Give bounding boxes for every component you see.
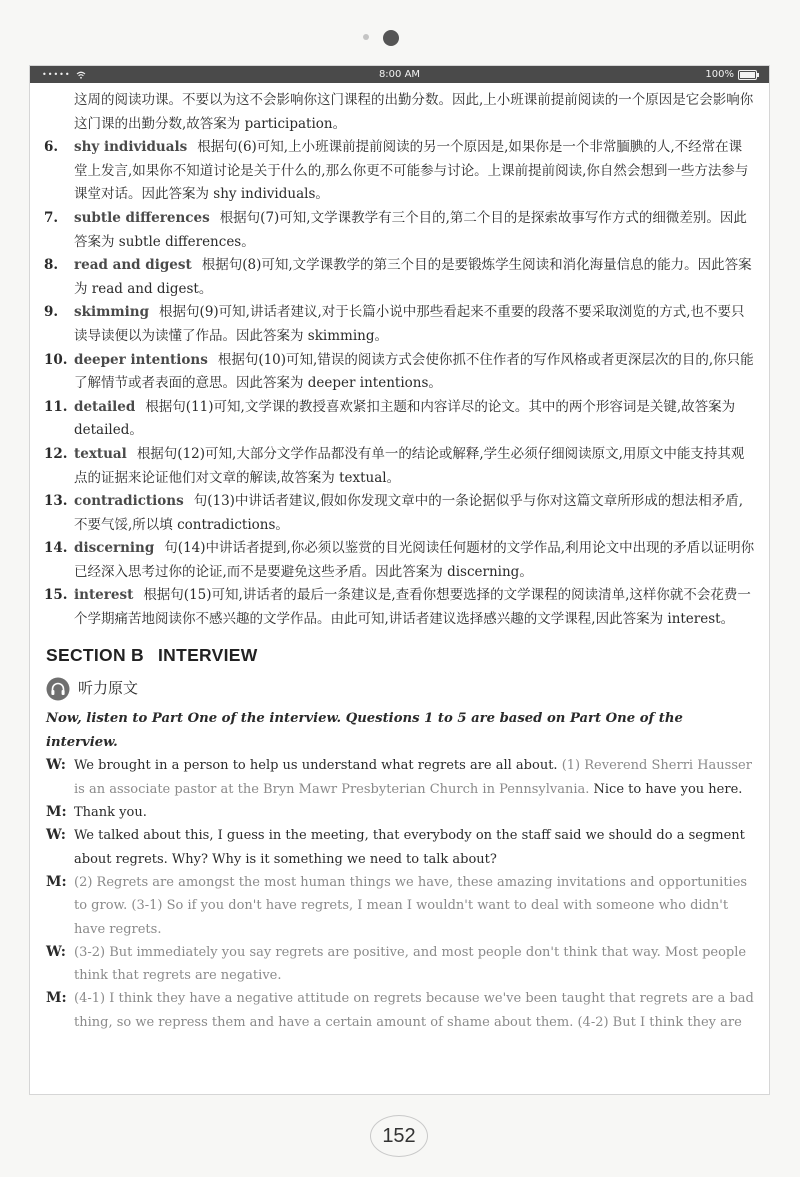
answer-item — [44, 443, 755, 490]
answer-keyword: detailed — [74, 398, 136, 415]
dialogue-turn — [44, 754, 755, 801]
speaker-label: M: — [46, 873, 67, 890]
dialogue-text: Thank you. — [74, 805, 147, 821]
answer-item — [44, 537, 755, 584]
wifi-icon — [76, 71, 86, 79]
answer-number: 8. — [44, 257, 59, 274]
numbered-sentence: (2) Regrets are amongst the most human things we have, these amazing invitations and opportunities to grow. (3-1) So if you don't have regrets, I mean I wouldn't want to deal with someone who didn't have regrets. — [74, 874, 748, 937]
answer-explanation: 根据句(8)可知,文学课教学的第三个目的是要锻炼学生阅读和消化海量信息的能力。因此答案为 read and digest。 — [74, 257, 752, 297]
dialogue-turn — [44, 824, 755, 871]
status-right — [705, 69, 757, 80]
answer-number: 12. — [44, 445, 68, 462]
answer-explanation: 根据句(10)可知,错误的阅读方式会使你抓不住作者的写作风格或者更深层次的目的,你只能了解情节或者表面的意思。因此答案为 deeper intentions。 — [74, 351, 754, 392]
status-time: 8:00 AM — [378, 69, 421, 80]
dialogue-text: Nice to have you here. — [589, 781, 743, 797]
answer-keyword: shy individuals — [74, 139, 188, 156]
section-label: SECTION B — [46, 644, 144, 665]
answer-keyword: subtle differences — [74, 209, 210, 226]
transcript-header — [46, 677, 755, 701]
answer-explanation: 根据句(6)可知,上小班课前提前阅读的另一个原因是,如果你是一个非常腼腆的人,不经常在课堂上发言,如果你不知道讨论是关于什么的,那么你更不可能参与讨论。上课前提前阅读,你自然会想到一些方法参与课堂对话。因此答案为 shy individuals。 — [74, 139, 749, 203]
speaker-label: W: — [46, 827, 66, 844]
answer-number: 6. — [44, 139, 59, 156]
answer-number: 11. — [44, 398, 68, 415]
dialogue-turn — [44, 871, 755, 941]
numbered-sentence: (4-1) I think they have a negative attitude on regrets because we've been taught that regrets are a bad thing, so we repress them and have a certain amount of shame about them. (4-2) But I think they are — [74, 991, 754, 1030]
answer-number: 15. — [44, 587, 68, 604]
dialogue — [44, 754, 755, 1034]
answer-number: 10. — [44, 351, 68, 368]
answer-explanation: 句(13)中讲话者建议,假如你发现文章中的一条论据似乎与你对这篇文章所形成的想法相矛盾,不要气馁,所以填 contradictions。 — [74, 493, 744, 533]
tablet-screen — [29, 65, 770, 1095]
dialogue-text: We talked about this, I guess in the meeting, that everybody on the staff said we should do a segment about regrets. Why? Why is it something we need to talk about? — [74, 828, 745, 867]
battery-percent: 100% — [705, 69, 734, 80]
answer-item — [44, 349, 755, 396]
answer-keyword: skimming — [74, 304, 150, 321]
section-title: INTERVIEW — [157, 644, 258, 665]
answer-keyword: read and digest — [74, 257, 192, 274]
answer-keyword: discerning — [74, 540, 155, 557]
status-bar — [30, 66, 769, 83]
speaker-label: W: — [46, 757, 66, 774]
dialogue-turn — [44, 801, 755, 824]
page-number: 152 — [370, 1115, 428, 1157]
page-content — [30, 83, 769, 1034]
numbered-sentence: (1) Reverend Sherri Hausser is an associate pastor at the Bryn Mawr Presbyterian Church in Pennsylvania. — [74, 758, 752, 797]
answer-keyword: interest — [74, 587, 134, 604]
answer-explanation: 根据句(9)可知,讲话者建议,对于长篇小说中那些看起来不重要的段落不要采取浏览的方式,也不要只读导读便以为读懂了作品。因此答案为 skimming。 — [74, 304, 745, 344]
answer-item — [44, 584, 755, 631]
answer-item — [44, 490, 755, 537]
transcript-instruction: Now, listen to Part One of the interview. Questions 1 to 5 are based on Part One of the interview. — [46, 711, 683, 750]
transcript-title: 听力原文 — [78, 679, 139, 698]
answer-number: 13. — [44, 493, 68, 510]
numbered-sentence: (3-2) But immediately you say regrets are positive, and most people don't think that way. Most people think that regrets are negative. — [74, 944, 747, 984]
dialogue-turn — [44, 941, 755, 988]
answer-keyword: textual — [74, 445, 127, 462]
answer-item — [44, 207, 755, 254]
battery-icon — [738, 70, 757, 80]
answer-number: 7. — [44, 209, 59, 226]
signal-strength-icon: ••••• — [42, 70, 71, 79]
answer-explanation: 根据句(15)可知,讲话者的最后一条建议是,查看你想要选择的文学课程的阅读清单,这样你就不会花费一个学期痛苦地阅读你不感兴趣的文学作品。由此可知,讲话者建议选择感兴趣的文学课程,因此答案为 interest。 — [74, 587, 751, 628]
answer-item — [44, 254, 755, 301]
headphones-icon — [46, 677, 70, 701]
front-camera-dot — [363, 34, 369, 40]
speaker-label: M: — [46, 990, 67, 1007]
continuation-paragraph: 这周的阅读功课。不要以为这不会影响你这门课程的出勤分数。因此,上小班课前提前阅读的一个原因是它会影响你这门课的出勤分数,故答案为 participation。 — [74, 92, 754, 132]
answer-explanation: 句(14)中讲话者提到,你必须以鉴赏的目光阅读任何题材的文学作品,利用论文中出现的矛盾以证明你已经深入思考过你的论证,而不是要避免这些矛盾。因此答案为 discerning。 — [74, 540, 755, 580]
speaker-label: W: — [46, 943, 66, 960]
answer-item — [44, 136, 755, 207]
dialogue-text: We brought in a person to help us understand what regrets are all about. — [74, 758, 562, 774]
answer-item — [44, 396, 755, 443]
answer-explanation: 根据句(7)可知,文学课教学有三个目的,第二个目的是探索故事写作方式的细微差别。因此答案为 subtle differences。 — [74, 209, 747, 250]
answer-number: 9. — [44, 304, 59, 321]
section-heading — [46, 644, 755, 668]
speaker-label: M: — [46, 804, 67, 821]
answer-keyword: deeper intentions — [74, 351, 208, 368]
status-left — [42, 70, 86, 79]
answer-explanation: 根据句(12)可知,大部分文学作品都没有单一的结论或解释,学生必须仔细阅读原文,用原文中能支持其观点的证据来论证他们对文章的解读,故答案为 textual。 — [74, 445, 745, 486]
answer-keyword: contradictions — [74, 493, 184, 510]
answer-item — [44, 301, 755, 348]
answer-list — [44, 136, 755, 631]
front-sensor — [383, 30, 399, 46]
dialogue-turn — [44, 987, 755, 1034]
answer-number: 14. — [44, 540, 68, 557]
answer-explanation: 根据句(11)可知,文学课的教授喜欢紧扣主题和内容详尽的论文。其中的两个形容词是关键,故答案为 detailed。 — [74, 398, 736, 439]
